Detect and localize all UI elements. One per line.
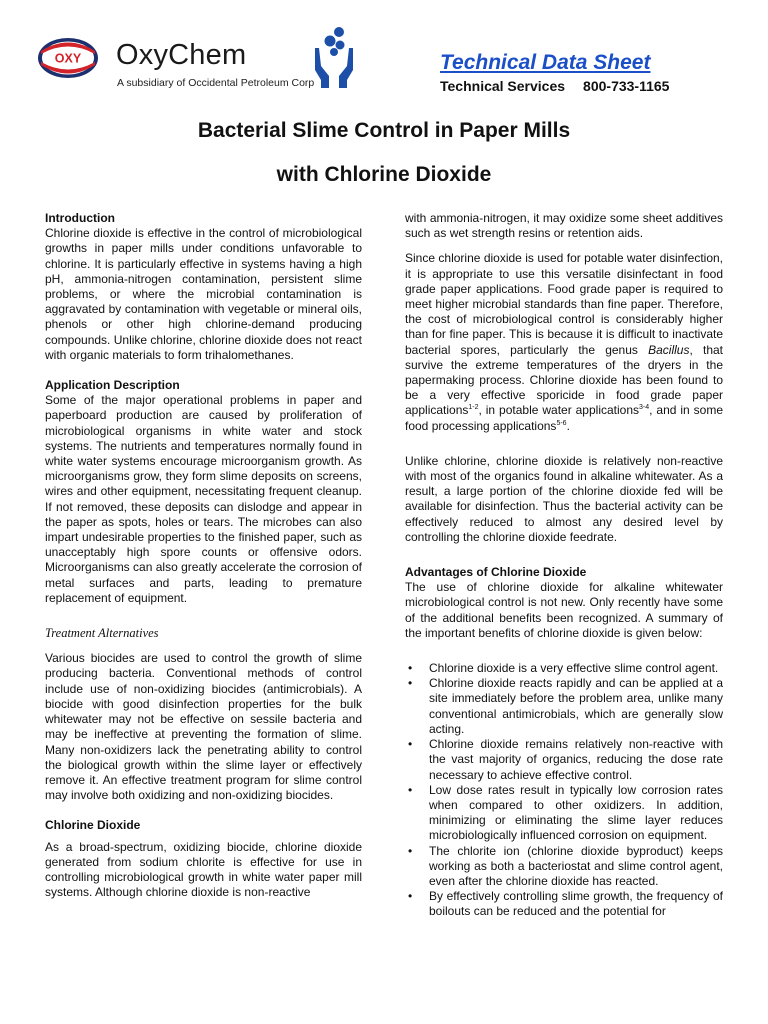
hands-molecule-icon bbox=[313, 26, 355, 92]
bacillus-genus: Bacillus bbox=[648, 342, 690, 357]
list-item: • Chlorine dioxide reacts rapidly and can be applied at a site immediately before the problem area, unlike many conventional antimicrobials, which are generally slow acting. bbox=[408, 676, 723, 736]
advantages-heading: Advantages of Chlorine Dioxide bbox=[405, 565, 587, 580]
technical-data-sheet-title: Technical Data Sheet bbox=[440, 51, 651, 74]
potable-water-paragraph: Since chlorine dioxide is used for potable water disinfection, it is appropriate to use this versatile disinfectant in food grade paper applications. Food grade paper is required to meet higher microbial standards than fine paper. Therefore, the cost of microbiological control is considerably higher than for fine paper. This is because it is difficult to inactivate bacterial spores, particularly the genus Bacillus, that survive the extreme temperatures of the dryers in the papermaking process. Chlorine dioxide has been found to be a very effective sporicide in food grade paper applications$^{1-2}$, in potable water applications$^{3-4}$, and in some food processing applications$^{5-6}$. bbox=[405, 251, 723, 433]
subsidiary-line: A subsidiary of Occidental Petroleum Corp bbox=[117, 77, 315, 89]
list-item: • Chlorine dioxide is a very effective slime control agent. bbox=[408, 661, 719, 676]
introduction-text: Chlorine dioxide is effective in the control of microbiological growths in paper mills under conditions unfavorable to chlorine. It is particularly effective in systems having a high pH, ammonia-nitrogen contamination, persistent slime problems, or where the microbial contamination is aggravated by contamination with vegetable or mineral oils, phenols or other high chlorine-demand producing compounds. Unlike chlorine, chlorine dioxide does not react with organic materials to form trihalomethanes. bbox=[45, 226, 362, 362]
list-item: • By effectively controlling slime growth, the frequency of boilouts can be reduced and the potential for bbox=[408, 889, 723, 919]
brand-name: OxyChem bbox=[116, 39, 247, 71]
contact-line bbox=[440, 78, 669, 94]
contact-phone: 800-733-1165 bbox=[583, 78, 670, 94]
contact-label: Technical Services bbox=[440, 78, 566, 94]
reference-3-4: 3-4 bbox=[639, 404, 650, 412]
application-description-heading: Application Description bbox=[45, 378, 180, 393]
application-description-text: Some of the major operational problems in paper and paperboard production are caused by proliferation of microbiological organisms in white water and stock systems. The nutrients and temperatures normally found in white water systems encourage microorganism growth. As microorganisms grow, they form slime deposits on screens, wires and other equipment, necessitating frequent cleanup. If not removed, these deposits can dislodge and appear in the paper as spots, holes or tears. The microbes can also impart undesirable properties to the finished paper, such as unacceptably high spore counts or offensive odors. Microorganisms can also greatly accelerate the corrosion of metal surfaces and parts, leading to premature replacement of equipment. bbox=[45, 393, 362, 605]
introduction-heading: Introduction bbox=[45, 211, 115, 225]
advantages-list bbox=[405, 661, 723, 919]
treatment-alternatives-heading: Treatment Alternatives bbox=[45, 626, 159, 641]
chlorine-dioxide-heading: Chlorine Dioxide bbox=[45, 818, 141, 833]
reference-1-2: 1-2 bbox=[468, 404, 479, 412]
treatment-alternatives-text: Various biocides are used to control the growth of slime producing bacteria. Conventional methods of control include use of non-oxidizing biocides (antimicrobials). A biocide with good disinfection properties for the bulk whitewater may not be effective on sessile bacteria and may be ineffective at preventing the formation of slime. Many non-oxidizers lack the penetrating ability to control the biological growth within the slime layer or effectively remove it. An effective treatment program for slime control may involve both oxidizing and non-oxidizing biocides. bbox=[45, 651, 362, 803]
list-item: • Low dose rates result in typically low corrosion rates when compared to other oxidizers. In addition, minimizing or eliminating the slime layer reduces microbiologically influenced corrosion on equipment. bbox=[408, 782, 723, 843]
list-item: • The chlorite ion (chlorine dioxide byproduct) keeps working as both a bacteriostat and slime control agent, even after the chlorine dioxide has reacted. bbox=[408, 843, 723, 888]
right-column bbox=[405, 211, 723, 920]
continued-text: with ammonia-nitrogen, it may oxidize some sheet additives such as wet strength resins or retention aids. bbox=[405, 211, 723, 241]
list-item: • Chlorine dioxide remains relatively non-reactive with the vast majority of organics, reducing the dose rate necessary to achieve effective control. bbox=[408, 737, 723, 782]
chlorine-dioxide-text: As a broad-spectrum, oxidizing biocide, chlorine dioxide generated from sodium chlorite is effective for use in controlling microbiological growth in white water paper mill systems. Although chlorine dioxide is non-reactive bbox=[45, 839, 362, 900]
document-title-line-2: with Chlorine Dioxide bbox=[276, 163, 492, 186]
document-title-line-1: Bacterial Slime Control in Paper Mills bbox=[197, 119, 571, 142]
oxy-logo bbox=[36, 36, 100, 80]
unlike-chlorine-paragraph: Unlike chlorine, chlorine dioxide is relatively non-reactive with most of the organics found in alkaline whitewater. As a result, a large portion of the chlorine dioxide fed will be available for disinfection. Thus the bacterial activity can be effectively reduced to almost any desired level by controlling the chlorine dioxide feedrate. bbox=[405, 453, 723, 544]
left-column bbox=[45, 211, 362, 900]
advantages-text: The use of chlorine dioxide for alkaline whitewater microbiological control is not new. Only recently have some of the additional benefits been recognized. A summary of the important benefits of chlorine dioxide is given below: bbox=[405, 580, 723, 640]
svg-text:OXY: OXY bbox=[54, 51, 82, 66]
reference-5-6: 5-6 bbox=[556, 419, 567, 427]
